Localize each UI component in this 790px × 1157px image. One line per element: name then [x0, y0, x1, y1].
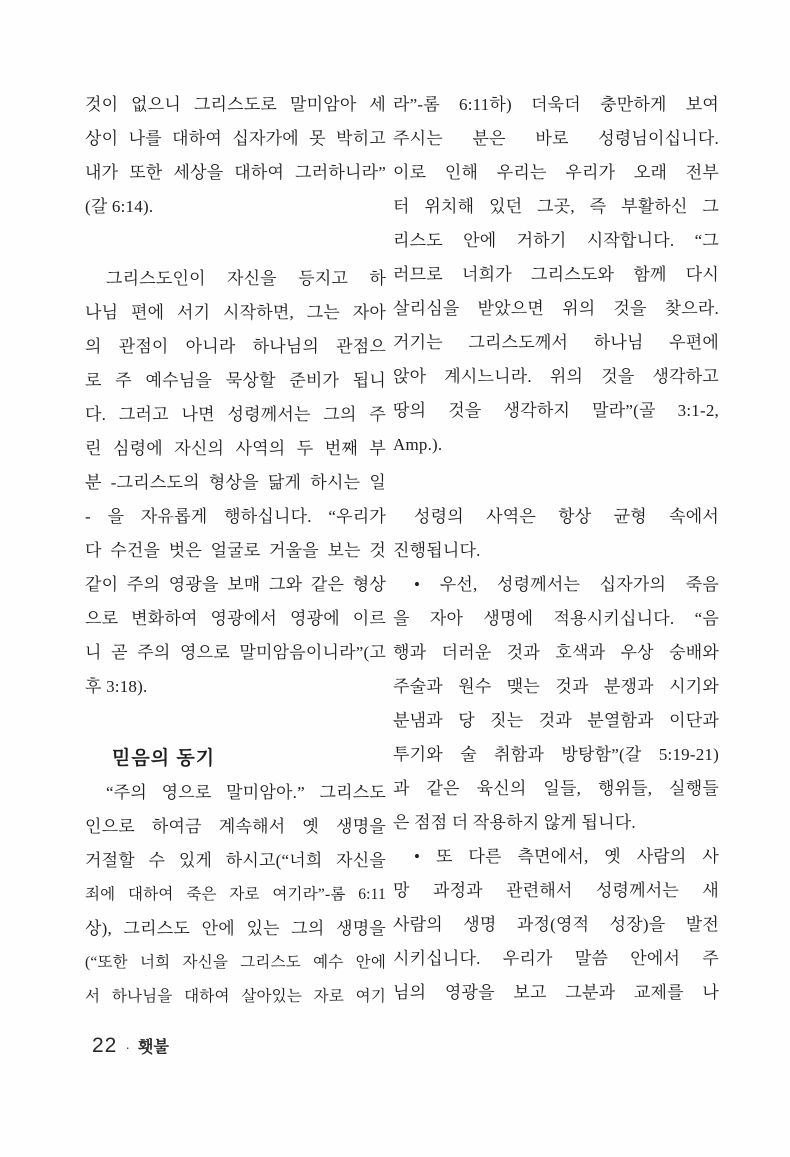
text-line: 과 같은 육신의 일들, 행위들, 실행들: [393, 779, 719, 798]
text-line: (갈 6:14).: [85, 197, 154, 216]
text-line: 같이 주의 영광을 보매 그와 같은 형상: [85, 575, 386, 594]
text-line: 거기는 그리스도께서 하나님 우편에: [393, 333, 719, 352]
section-heading: 믿음의 동기: [112, 748, 216, 769]
text-line: - 을 자유롭게 행하십니다. “우리가: [85, 507, 386, 526]
text-line: 니 곧 주의 영으로 말미암음이니라”(고: [85, 643, 386, 662]
page-footer: [92, 1034, 169, 1058]
book-title: 횃불: [138, 1039, 169, 1056]
text-line: 투기와 술 취함과 방탕함”(갈 5:19-21): [393, 745, 719, 764]
text-line: (“또한 너희 자신을 그리스도 예수 안에: [85, 954, 386, 971]
text-line: • 우선, 성령께서는 십자가의 죽음: [414, 575, 719, 594]
text-line: 다. 그러고 나면 성령께서는 그의 주: [85, 405, 386, 424]
text-line: 으로 변화하여 영광에서 영광에 이르: [85, 609, 386, 628]
text-line: 후 3:18).: [85, 677, 148, 696]
text-line: 다 수건을 벗은 얼굴로 거울을 보는 것: [85, 541, 386, 560]
text-line: 님의 영광을 보고 그분과 교제를 나: [393, 983, 719, 1002]
text-line: 터 위치해 있던 그곳, 즉 부활하신 그: [393, 197, 719, 216]
text-line: 행과 더러운 것과 호색과 우상 숭배와: [393, 643, 719, 662]
text-line: Amp.).: [393, 435, 443, 454]
text-line: 것이 없으니 그리스도로 말미암아 세: [85, 95, 386, 114]
text-line: 라”-롬 6:11하) 더욱더 충만하게 보여: [393, 95, 719, 114]
text-line: 을 자아 생명에 적용시키십니다. “음: [393, 609, 719, 628]
text-line: 이로 인해 우리는 우리가 오래 전부: [393, 163, 719, 182]
text-line: 상이 나를 대하여 십자가에 못 박히고: [85, 129, 386, 148]
text-line: 로 주 예수님을 묵상할 준비가 됩니: [85, 371, 386, 390]
text-line: 분 -그리스도의 형상을 닮게 하시는 일: [85, 473, 386, 492]
text-line: 인으로 하여금 계속해서 옛 생명을: [85, 817, 386, 836]
footer-separator: ·: [125, 1039, 131, 1055]
text-line: 시키십니다. 우리가 말씀 안에서 주: [393, 949, 719, 968]
text-line: 러므로 너희가 그리스도와 함께 다시: [393, 265, 719, 284]
text-line: 내가 또한 세상을 대하여 그러하니라”: [85, 163, 386, 182]
text-line: 나님 편에 서기 시작하면, 그는 자아: [85, 303, 386, 322]
text-line: 주시는 분은 바로 성령님이십니다.: [393, 129, 719, 148]
text-line: 살리심을 받았으면 위의 것을 찾으라.: [393, 299, 719, 318]
text-line: 앉아 계시느니라. 위의 것을 생각하고: [393, 367, 719, 386]
text-line: • 또 다른 측면에서, 옛 사람의 사: [414, 847, 719, 866]
text-line: 분냄과 당 짓는 것과 분열함과 이단과: [393, 711, 719, 730]
text-line: 사람의 생명 과정(영적 성장)을 발전: [393, 915, 719, 934]
text-line: 서 하나님을 대하여 살아있는 자로 여기: [85, 988, 386, 1005]
text-line: 리스도 안에 거하기 시작합니다. “그: [393, 231, 719, 250]
text-line: 상), 그리스도 안에 있는 그의 생명을: [85, 919, 386, 938]
text-line: 거절할 수 있게 하시고(“너희 자신을: [85, 851, 386, 870]
text-line: 은 점점 더 작용하지 않게 됩니다.: [393, 813, 636, 832]
text-line: 진행됩니다.: [393, 541, 481, 560]
text-line: 주술과 원수 맺는 것과 분쟁과 시기와: [393, 677, 719, 696]
text-line: 땅의 것을 생각하지 말라”(골 3:1-2,: [393, 401, 719, 420]
text-line: “주의 영으로 말미암아.” 그리스도: [106, 783, 386, 802]
right-text-column: [393, 88, 719, 1010]
left-text-column: [85, 88, 386, 1014]
page-number: 22: [92, 1034, 118, 1057]
text-line: 그리스도인이 자신을 등지고 하: [106, 269, 386, 288]
text-line: 망 과정과 관련해서 성령께서는 새: [393, 881, 719, 900]
text-line: 의 관점이 아니라 하나님의 관점으: [85, 337, 386, 356]
text-line: 죄에 대하여 죽은 자로 여기라”-롬 6:11: [85, 886, 386, 903]
text-line: 린 심령에 자신의 사역의 두 번째 부: [85, 439, 386, 458]
text-line: 성령의 사역은 항상 균형 속에서: [414, 507, 719, 526]
